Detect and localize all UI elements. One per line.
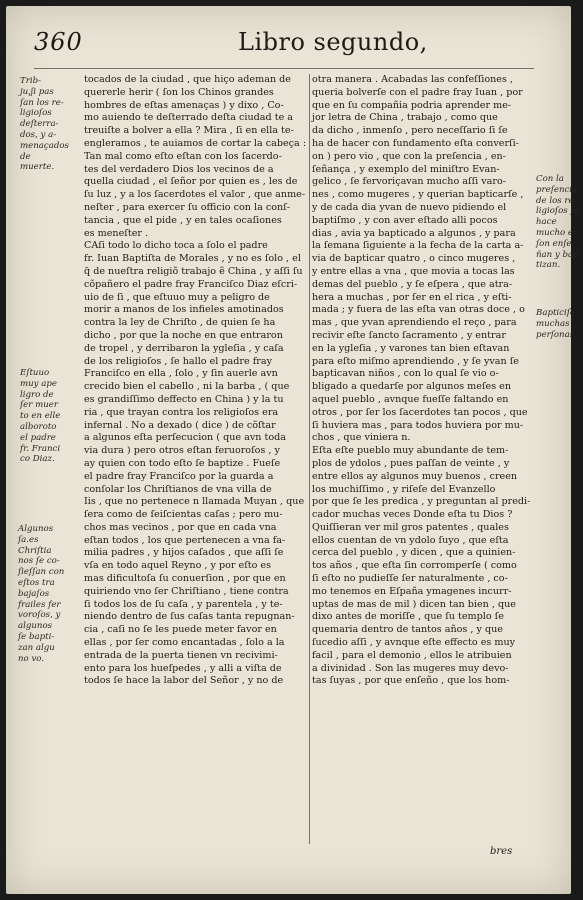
text-line: quemaria dentro de tantos años , y que [312, 624, 503, 636]
text-line: de los religioſos , ſe hallo el padre fray [84, 355, 272, 367]
text-line: por que ſe les predica , y preguntan al predi- [312, 496, 531, 508]
margin-note-line: alboroto [20, 421, 57, 432]
text-line: recivir eſte ſancto ſacramento , y entrar [312, 329, 506, 341]
text-line: quiriendo vno ſer Chriſtiano , tiene contra [84, 585, 289, 597]
text-line: tocados de la ciudad , que hiço ademan de [84, 74, 291, 85]
margin-note-line: perſonas. [536, 329, 577, 340]
text-line: conſolar los Chriſtianos de vna villa de [84, 483, 272, 495]
text-line: de tropel , y derribaron la ygleſia , y caſa [84, 342, 284, 354]
text-line: uptas de mas de mil ) dicen tan bien , que [312, 598, 516, 610]
text-line: neſter , para exercer ſu officio con la conſ- [84, 201, 290, 213]
text-line: engleramos , te auiamos de cortar la cabeça : [84, 137, 307, 149]
text-line: otra manera . Acabadas las confeſſiones , [312, 74, 513, 85]
text-line: que en ſu compañia podria aprender me- [312, 99, 512, 111]
text-column-right [312, 74, 534, 688]
margin-note-left-1 [20, 76, 69, 173]
text-line: ria , que trayan contra los religioſos era [84, 406, 279, 418]
text-line: tes del verdadero Dios los vecinos de a [84, 163, 274, 175]
text-line: entrada de la puerta tienen vn recivimi- [84, 649, 278, 661]
text-line: treuiſte a bolver a ella ? Mira , ſi en ella te- [84, 125, 294, 137]
text-line: mo tenemos en Eſpaña ymagenes incurr- [312, 585, 512, 597]
text-line: crecido bien el cabello , ni la barba , ( que [84, 381, 290, 393]
text-line: milia padres , y hijos caſados , que aſſi ſe [84, 547, 284, 559]
margin-note-line: fr. Franci [20, 443, 61, 454]
margin-note-line: to en elle [20, 411, 61, 422]
text-line: ſucedio aſſi , y avnque eſte effecto es muy [312, 637, 516, 649]
text-line: en la ygleſia , y varones tan bien eſtavan [312, 342, 510, 354]
text-line: los muchiſſimo , y riſeſe del Evanzello [312, 483, 496, 495]
text-line: chos , que viniera n. [312, 432, 411, 444]
margin-note-line: ſa.es [18, 534, 39, 545]
text-line: Franciſco en ella , ſolo , y ſin auerle avn [84, 368, 278, 380]
text-line: via de bapticar quatro , o cinco mugeres , [312, 253, 516, 265]
text-line: mo auiendo te deſterrado deſta ciudad te a [84, 112, 294, 124]
text-line: ſi todos los de ſu caſa , y parentela , y te- [84, 598, 283, 610]
margin-note-line: ligro de [20, 389, 54, 400]
text-line: quella ciudad , el ſeñor por quien es , les de [84, 176, 298, 188]
text-line: para eſto miſmo aprendiendo , y ſe yvan ſe [312, 355, 519, 367]
text-line: hombres de eſtas amenaças ) y dixo , Co- [84, 99, 284, 111]
text-line: ellos cuentan de vn ydolo ſuyo , que eſta [312, 534, 509, 546]
text-line: la ſemana ſiguiente a la fecha de la carta a- [312, 240, 524, 252]
margin-note-line: tizan. [536, 260, 561, 271]
text-line: dixo antes de moriſſe , que ſu templo ſe [312, 611, 504, 623]
margin-note-line: preſencia [536, 184, 578, 195]
text-line: mas , que yvan aprendiendo el reço , para [312, 317, 517, 329]
text-line: baptiſmo , y con aver eſtado alli pocos [312, 214, 498, 226]
margin-note-line: ju,ʃi pas [20, 86, 54, 97]
text-line: ento para los hueſpedes , y alli a viſta de [84, 662, 282, 674]
text-line: mas dificultoſa ſu conuerſion , por que en [84, 573, 286, 585]
text-line: jor letra de China , trabajo , como que [312, 112, 498, 124]
margin-note-left-3 [18, 524, 64, 664]
text-line: Tan mal como eſto eſtan con los ſacerdo- [84, 150, 282, 162]
text-line: entre ellos ay algunos muy buenos , creen [312, 470, 518, 482]
margin-note-line: ſan los re- [20, 97, 64, 108]
text-line: y entre ellas a vna , que movia a tocas las [312, 265, 515, 277]
text-line: tas ſuyas , por que enſeño , que los hom- [312, 675, 510, 687]
text-line: ſi huviera mas , para todos huviera por mu- [312, 419, 524, 431]
text-line: niendo dentro de ſus caſas tanta repugnan- [84, 611, 295, 623]
text-line: ſeñança , y exemplo del miniſtro Evan- [312, 163, 500, 175]
text-line: cerca del pueblo , y dicen , que a quinien- [312, 547, 516, 559]
text-line: morir a manos de los infieles amotinados [84, 304, 284, 316]
text-line: a divinidad . Son las mugeres muy devo- [312, 662, 509, 674]
text-line: contra la ley de Chriſto , de quien ſe ha [84, 317, 276, 329]
text-line: ellas , por ſer como encantadas , ſolo a la [84, 637, 285, 649]
margin-note-line: Algunos [18, 524, 54, 534]
text-line: bligado a quedarſe por algunos meſes en [312, 381, 512, 393]
text-line: via dura ) pero otros eſtan feruoroſos , y [84, 445, 280, 457]
margin-note-line: muy ape [20, 378, 57, 389]
book-page [6, 6, 579, 894]
margin-note-line: mucho e [536, 227, 574, 238]
margin-note-line: de los re [536, 195, 574, 206]
text-line: Iis , que no pertenece n llamada Muyan , que [84, 496, 305, 508]
margin-note-line: Trib- [20, 76, 41, 86]
margin-note-line: ſer muer [20, 400, 58, 411]
text-line: fr. Iuan Baptiſta de Morales , y no es ſolo , el [84, 253, 301, 265]
margin-note-line: ſe bapti- [18, 631, 55, 642]
text-line: da dicho , inmenſo , pero neceſſario ſi ſe [312, 125, 508, 137]
margin-note-line: el padre [20, 432, 56, 443]
text-line: bapticavan niños , con lo qual ſe vio o- [312, 368, 499, 380]
margin-note-line: ſon enſe [536, 238, 572, 249]
text-line: Quiſſieran ver mil gros patentes , quales [312, 521, 509, 533]
margin-note-line: hace [536, 217, 557, 228]
header-rule [34, 68, 534, 69]
text-line: uio de ſi , que eſtuuo muy a peligro de [84, 291, 270, 303]
margin-note-line: no vo. [18, 653, 45, 664]
margin-note-line: co Diaz. [20, 454, 55, 465]
margin-note-line: bajaſos [18, 588, 50, 599]
text-line: nes , como mugeres , y querian bapticarſe , [312, 189, 524, 201]
text-line: es meneſter . [84, 227, 149, 239]
margin-note-line: ligioſos ſe [536, 206, 579, 217]
text-line: ha de hacer con fundamento eſta converſi- [312, 137, 519, 149]
margin-note-line: Chriſtia [18, 545, 52, 556]
margin-note-line: Con la [536, 174, 564, 184]
margin-note-left-2 [20, 368, 60, 465]
margin-note-line: nos ſe co- [18, 556, 60, 567]
text-line: ſera como de ſeiſcientas caſas ; pero mu- [84, 509, 283, 521]
text-line: CAſi todo lo dicho toca a ſolo el padre [84, 240, 268, 252]
margin-note-line: menaçados [20, 140, 69, 151]
page-header [6, 28, 571, 68]
catchword: bres [490, 846, 513, 857]
margin-note-line: zan algu [18, 642, 55, 653]
text-column-left [84, 74, 310, 688]
text-line: ſi eſto no pudieſſe ſer naturalmente , co- [312, 573, 508, 585]
text-line: dias , avia ya bapticado a algunos , y para [312, 227, 516, 239]
text-line: cõpañero el padre fray Franciſco Diaz eſcri- [84, 278, 298, 290]
margin-note-line: muchas [536, 318, 570, 329]
text-line: gelico , ſe fervoriçavan mucho aſſi varo- [312, 176, 506, 188]
margin-note-line: dos, y a- [20, 129, 57, 140]
margin-note-line: muerte. [20, 162, 55, 173]
text-line: el padre fray Franciſco por la guarda a [84, 470, 274, 482]
text-line: eſtan todos , los que pertenecen a vna fa- [84, 534, 286, 546]
margin-note-line: voroſos, y [18, 610, 61, 621]
text-line: infernal . No a dexado ( dice ) de cõſtar [84, 419, 276, 431]
text-line: quererle herir ( ſon los Chinos grandes [84, 86, 274, 98]
margin-note-line: deſterra- [20, 119, 59, 130]
text-line: ay quien con todo eſto ſe baptize . Fueſe [84, 457, 281, 469]
text-line: plos de ydolos , pues paſſan de veinte , y [312, 457, 510, 469]
text-line: hera a muchas , por ſer en el rica , y eſti- [312, 291, 512, 303]
text-line: q̃ de nueſtra religiõ trabajo ẽ China , y aſſi ſu [84, 265, 303, 277]
text-line: cador muchas veces Donde eſta tu Dios ? [312, 509, 513, 521]
text-line: on ) pero vio , que con la preſencia , en- [312, 150, 506, 162]
margin-note-line: algunos [18, 621, 53, 632]
text-line: mada ; y fuera de las eſta van otras doce , o [312, 304, 525, 316]
margin-note-line: de [20, 151, 31, 162]
text-line: queria bolverſe con el padre fray Iuan , por [312, 86, 523, 98]
text-line: Eſta eſte pueblo muy abundante de tem- [312, 445, 509, 457]
margin-note-line: frailes fer [18, 599, 61, 610]
text-line: chos mas vecinos , por que en cada vna [84, 521, 277, 533]
margin-note-line: ñan y bap [536, 249, 579, 260]
margin-note-line: eſtos tra [18, 577, 55, 588]
margin-note-right-2 [536, 308, 577, 340]
text-line: vſa en todo aquel Reyno , y por eſto es [84, 560, 272, 572]
page-number: 360 [34, 28, 83, 56]
margin-note-line: Bapticiſe [536, 308, 575, 318]
margin-note-line: ligioſos [20, 108, 52, 119]
text-line: dicho , por que la noche en que entraron [84, 329, 283, 341]
margin-note-line: Eſtuuo [20, 368, 50, 378]
text-line: facil , para el demonio , ellos le atribuien [312, 649, 512, 661]
text-line: y de cada dia yvan de nuevo pidiendo el [312, 201, 507, 213]
text-line: demas del pueblo , y ſe eſpera , que atra- [312, 278, 513, 290]
text-line: tos años , que eſta ſin corromperſe ( como [312, 560, 517, 572]
text-line: todos ſe hace la labor del Señor , y no de [84, 675, 284, 687]
text-line: a algunos eſta perſecucion ( que avn toda [84, 432, 286, 444]
text-line: otros , por ſer los ſacerdotes tan pocos , que [312, 406, 528, 418]
text-line: es grandiſſimo deffecto en China ) y la tu [84, 393, 284, 405]
margin-note-right-1 [536, 174, 579, 271]
running-title: Libro segundo, [238, 28, 428, 56]
text-line: cia , caſi no ſe les puede meter favor en [84, 624, 277, 636]
text-line: tancia , que el pide , y en tales ocaſiones [84, 214, 282, 226]
text-line: ſu luz , y a los ſacerdotes el valor , que anme- [84, 189, 306, 201]
margin-note-line: ſieſſan con [18, 567, 65, 578]
text-line: aquel pueblo , avnque fueſſe faltando en [312, 393, 509, 405]
